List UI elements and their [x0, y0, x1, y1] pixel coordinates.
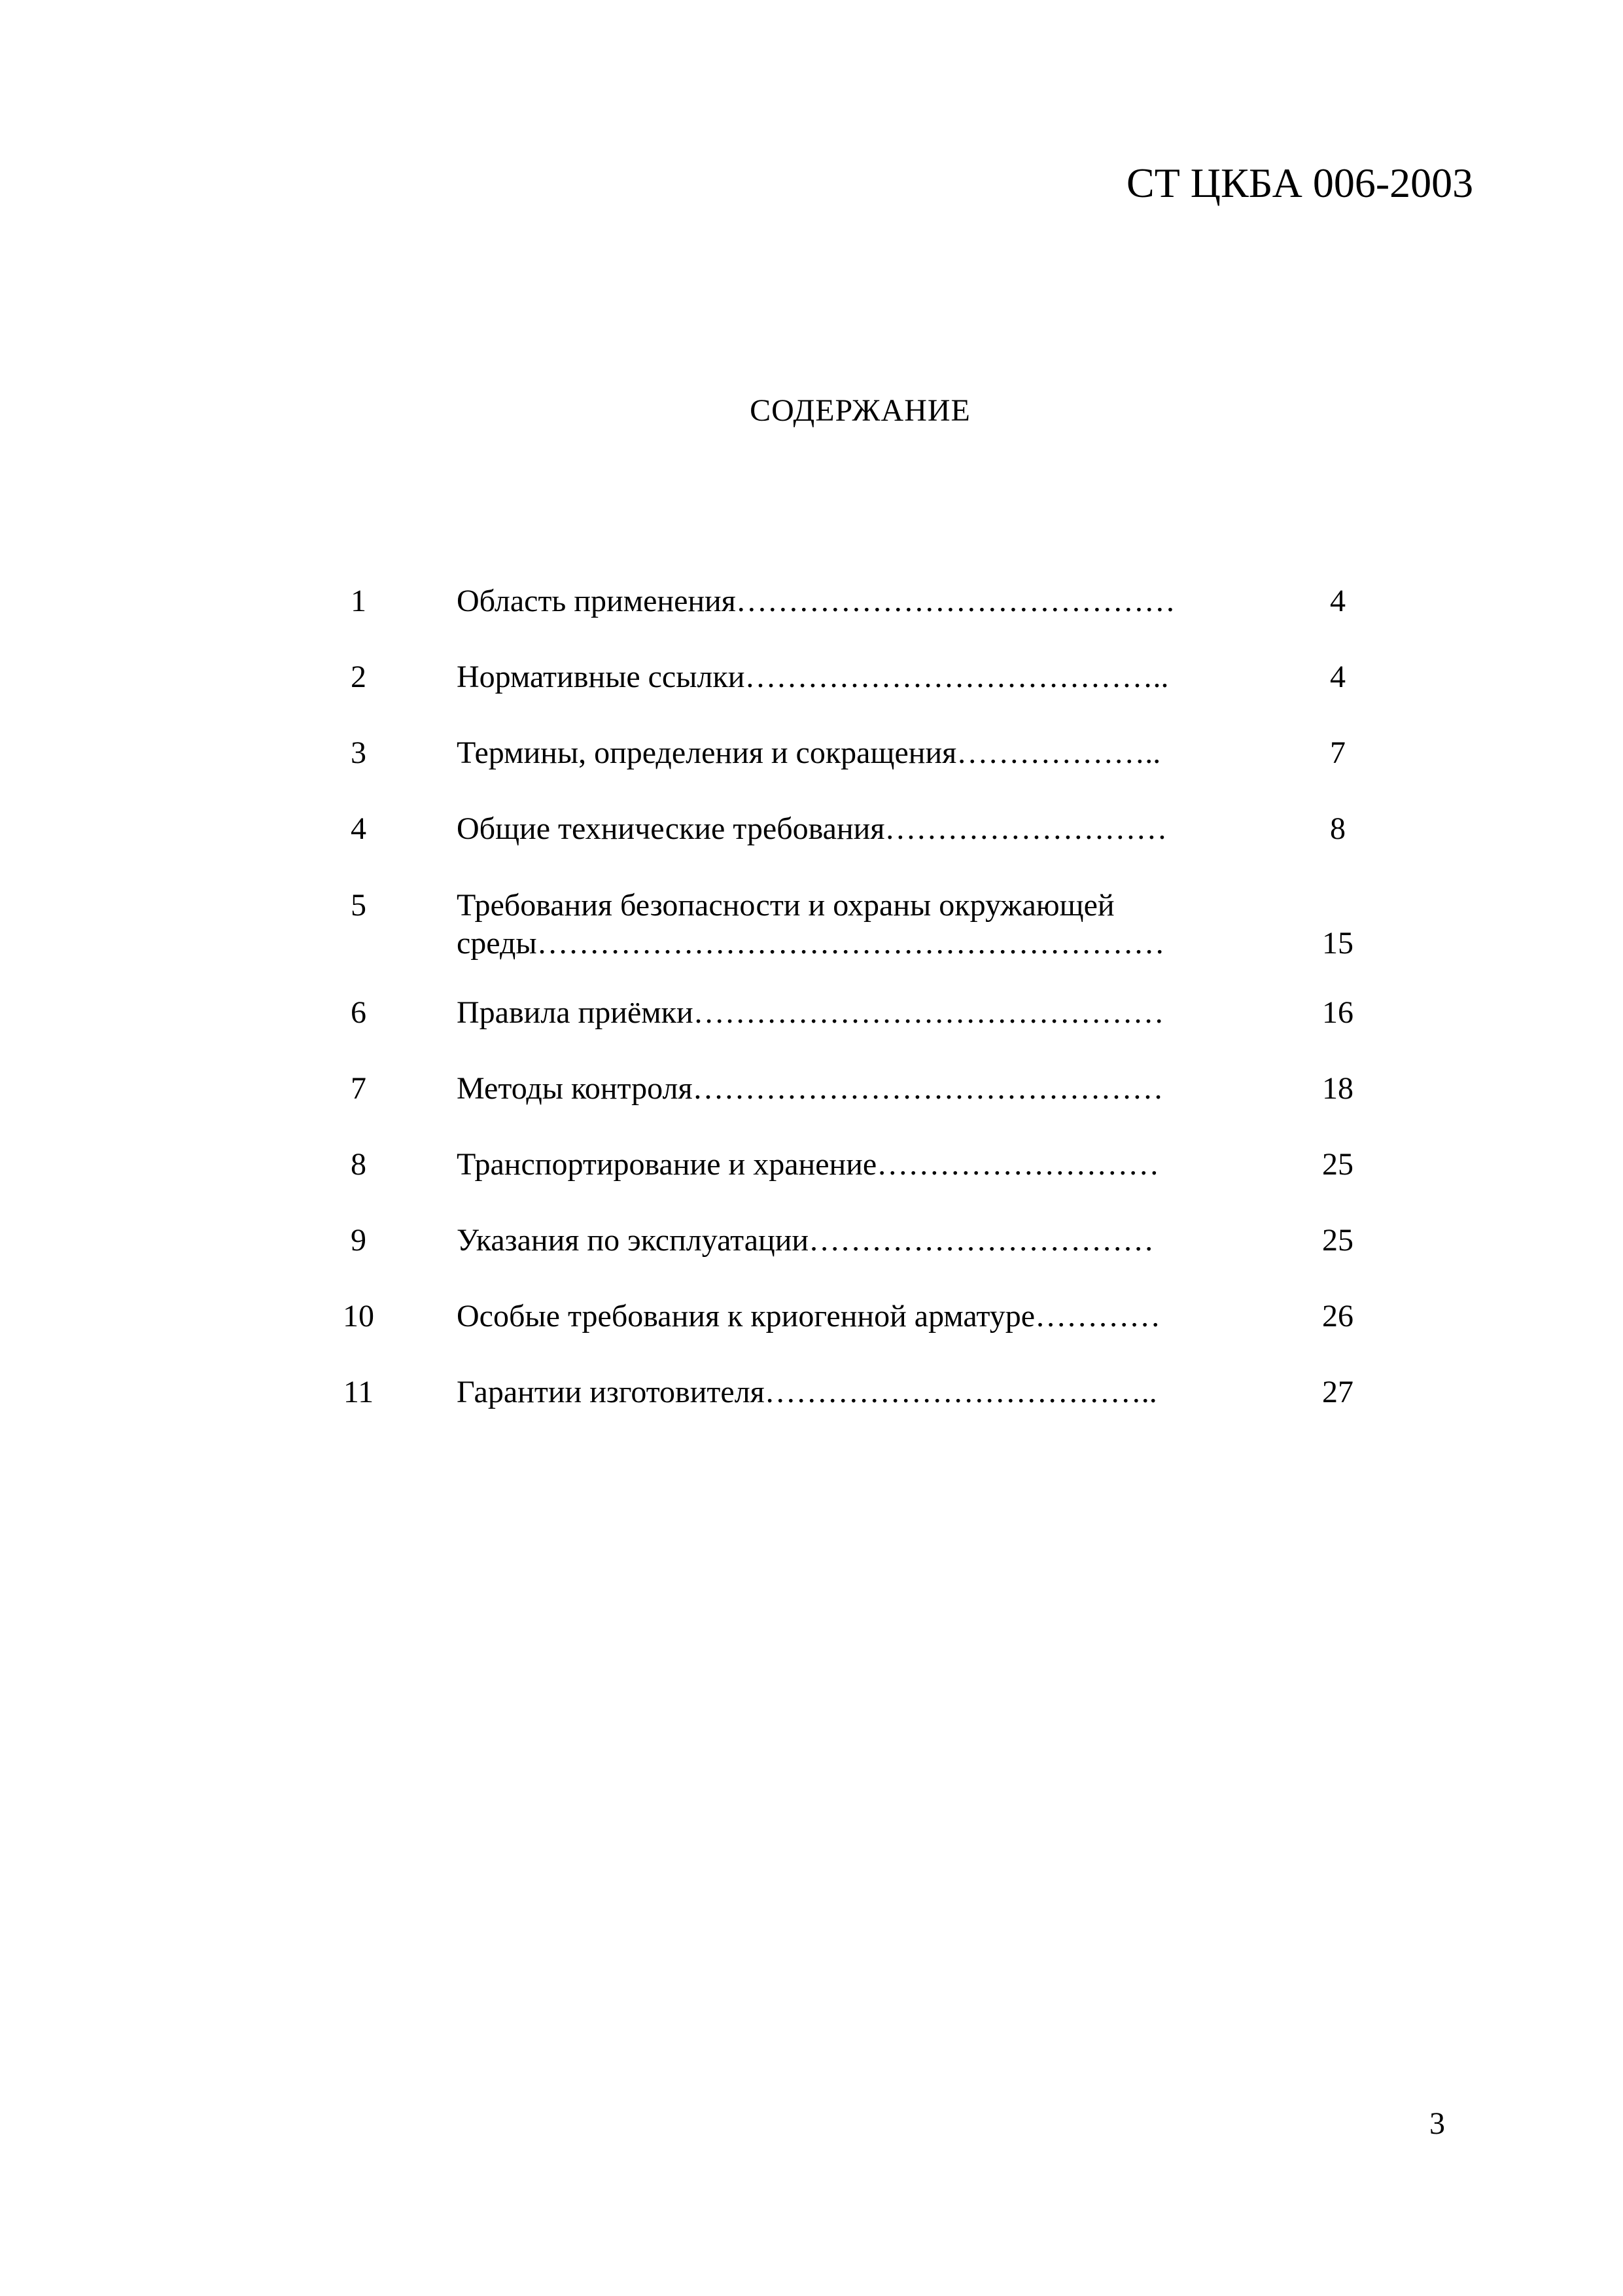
toc-item-page: 4 — [1330, 660, 1346, 694]
toc-item-page: 15 — [1322, 926, 1353, 961]
toc-item-text: Нормативные ссылки………………………………….. — [457, 660, 1169, 694]
toc-item-number: 3 — [351, 735, 366, 770]
toc-item-page: 18 — [1322, 1071, 1353, 1106]
toc-item-text: Особые требования к криогенной арматуре………… — [457, 1299, 1161, 1333]
page-number: 3 — [1429, 2106, 1445, 2141]
toc-item-page: 4 — [1330, 584, 1346, 618]
toc-item-text: Общие технические требования……………………… — [457, 811, 1168, 846]
toc-item-text: Гарантии изготовителя……………………………….. — [457, 1375, 1157, 1409]
toc-item-text: Методы контроля……………………………………… — [457, 1071, 1164, 1106]
toc-item-number: 1 — [351, 584, 366, 618]
toc-title: СОДЕРЖАНИЕ — [750, 393, 971, 428]
toc-item-number: 4 — [351, 811, 366, 846]
toc-item-number: 2 — [351, 660, 366, 694]
toc-item-text: Указания по эксплуатации…………………………… — [457, 1223, 1155, 1258]
toc-item-text-continuation: среды…………………………………………………… — [457, 926, 1165, 961]
toc-item-page: 27 — [1322, 1375, 1353, 1409]
toc-item-page: 16 — [1322, 995, 1353, 1030]
toc-item-text: Область применения…………………………………… — [457, 584, 1176, 618]
toc-item-text: Правила приёмки……………………………………… — [457, 995, 1164, 1030]
toc-item-number: 10 — [343, 1299, 374, 1333]
toc-item-number: 9 — [351, 1223, 366, 1258]
toc-item-text: Требования безопасности и охраны окружающей — [457, 888, 1115, 923]
document-code: СТ ЦКБА 006-2003 — [1126, 160, 1474, 206]
toc-item-text: Термины, определения и сокращения……………….. — [457, 735, 1161, 770]
toc-item-number: 5 — [351, 888, 366, 923]
toc-item-number: 11 — [343, 1375, 374, 1409]
toc-item-number: 6 — [351, 995, 366, 1030]
toc-item-number: 8 — [351, 1147, 366, 1182]
toc-item-page: 25 — [1322, 1223, 1353, 1258]
toc-item-number: 7 — [351, 1071, 366, 1106]
toc-item-page: 8 — [1330, 811, 1346, 846]
toc-item-page: 25 — [1322, 1147, 1353, 1182]
toc-item-page: 26 — [1322, 1299, 1353, 1333]
toc-item-text: Транспортирование и хранение……………………… — [457, 1147, 1160, 1182]
toc-item-page: 7 — [1330, 735, 1346, 770]
